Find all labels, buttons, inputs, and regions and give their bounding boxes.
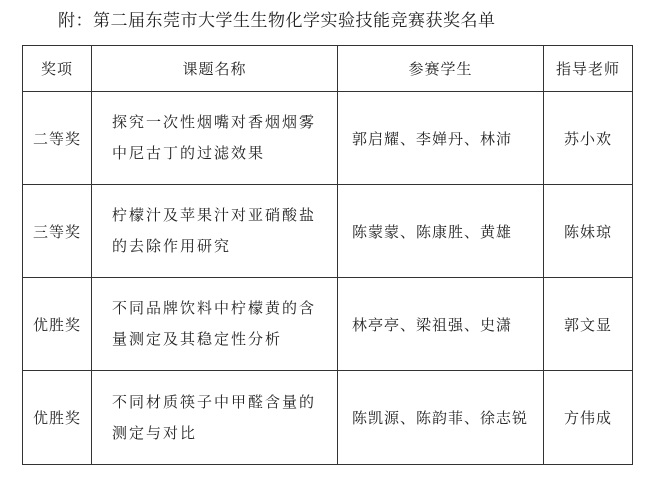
students-text: 陈凯源、陈韵菲、徐志锐 (352, 409, 529, 427)
topic-cell (92, 185, 338, 278)
award-cell: 三等奖 (23, 185, 92, 278)
topic-text: 探究一次性烟嘴对香烟烟雾中尼古丁的过滤效果 (112, 113, 317, 162)
document-title: 附：第二届东莞市大学生生物化学实验技能竞赛获奖名单 (58, 11, 496, 31)
table-row (23, 371, 633, 465)
advisor-cell: 陈妹琼 (544, 185, 633, 278)
topic-text: 不同材质筷子中甲醛含量的测定与对比 (112, 392, 317, 442)
table-row (23, 185, 633, 278)
students-cell (338, 371, 544, 465)
header-topic: 课题名称 (92, 46, 338, 92)
advisor-cell: 方伟成 (544, 371, 633, 465)
header-award: 奖项 (23, 46, 92, 92)
advisor-cell: 苏小欢 (544, 92, 633, 185)
topic-cell (92, 371, 338, 465)
students-text: 陈蒙蒙、陈康胜、黄雄 (352, 222, 513, 241)
table-row (23, 92, 633, 185)
award-table (22, 45, 633, 465)
students-cell (338, 92, 544, 185)
header-advisor: 指导老师 (544, 46, 633, 92)
topic-cell (92, 92, 338, 185)
topic-cell (92, 278, 338, 371)
students-text: 郭启耀、李婵丹、林沛 (352, 129, 513, 148)
students-cell (338, 278, 544, 371)
students-cell (338, 185, 544, 278)
award-cell: 优胜奖 (23, 278, 92, 371)
award-cell: 二等奖 (23, 92, 92, 185)
topic-text: 柠檬汁及苹果汁对亚硝酸盐的去除作用研究 (112, 206, 317, 255)
topic-text: 不同品牌饮料中柠檬黄的含量测定及其稳定性分析 (112, 299, 317, 348)
students-text: 林亭亭、梁祖强、史潇 (352, 315, 513, 334)
award-cell: 优胜奖 (23, 371, 92, 465)
advisor-cell: 郭文显 (544, 278, 633, 371)
table-header-row (23, 46, 633, 92)
header-students: 参赛学生 (338, 46, 544, 92)
table-row (23, 278, 633, 371)
